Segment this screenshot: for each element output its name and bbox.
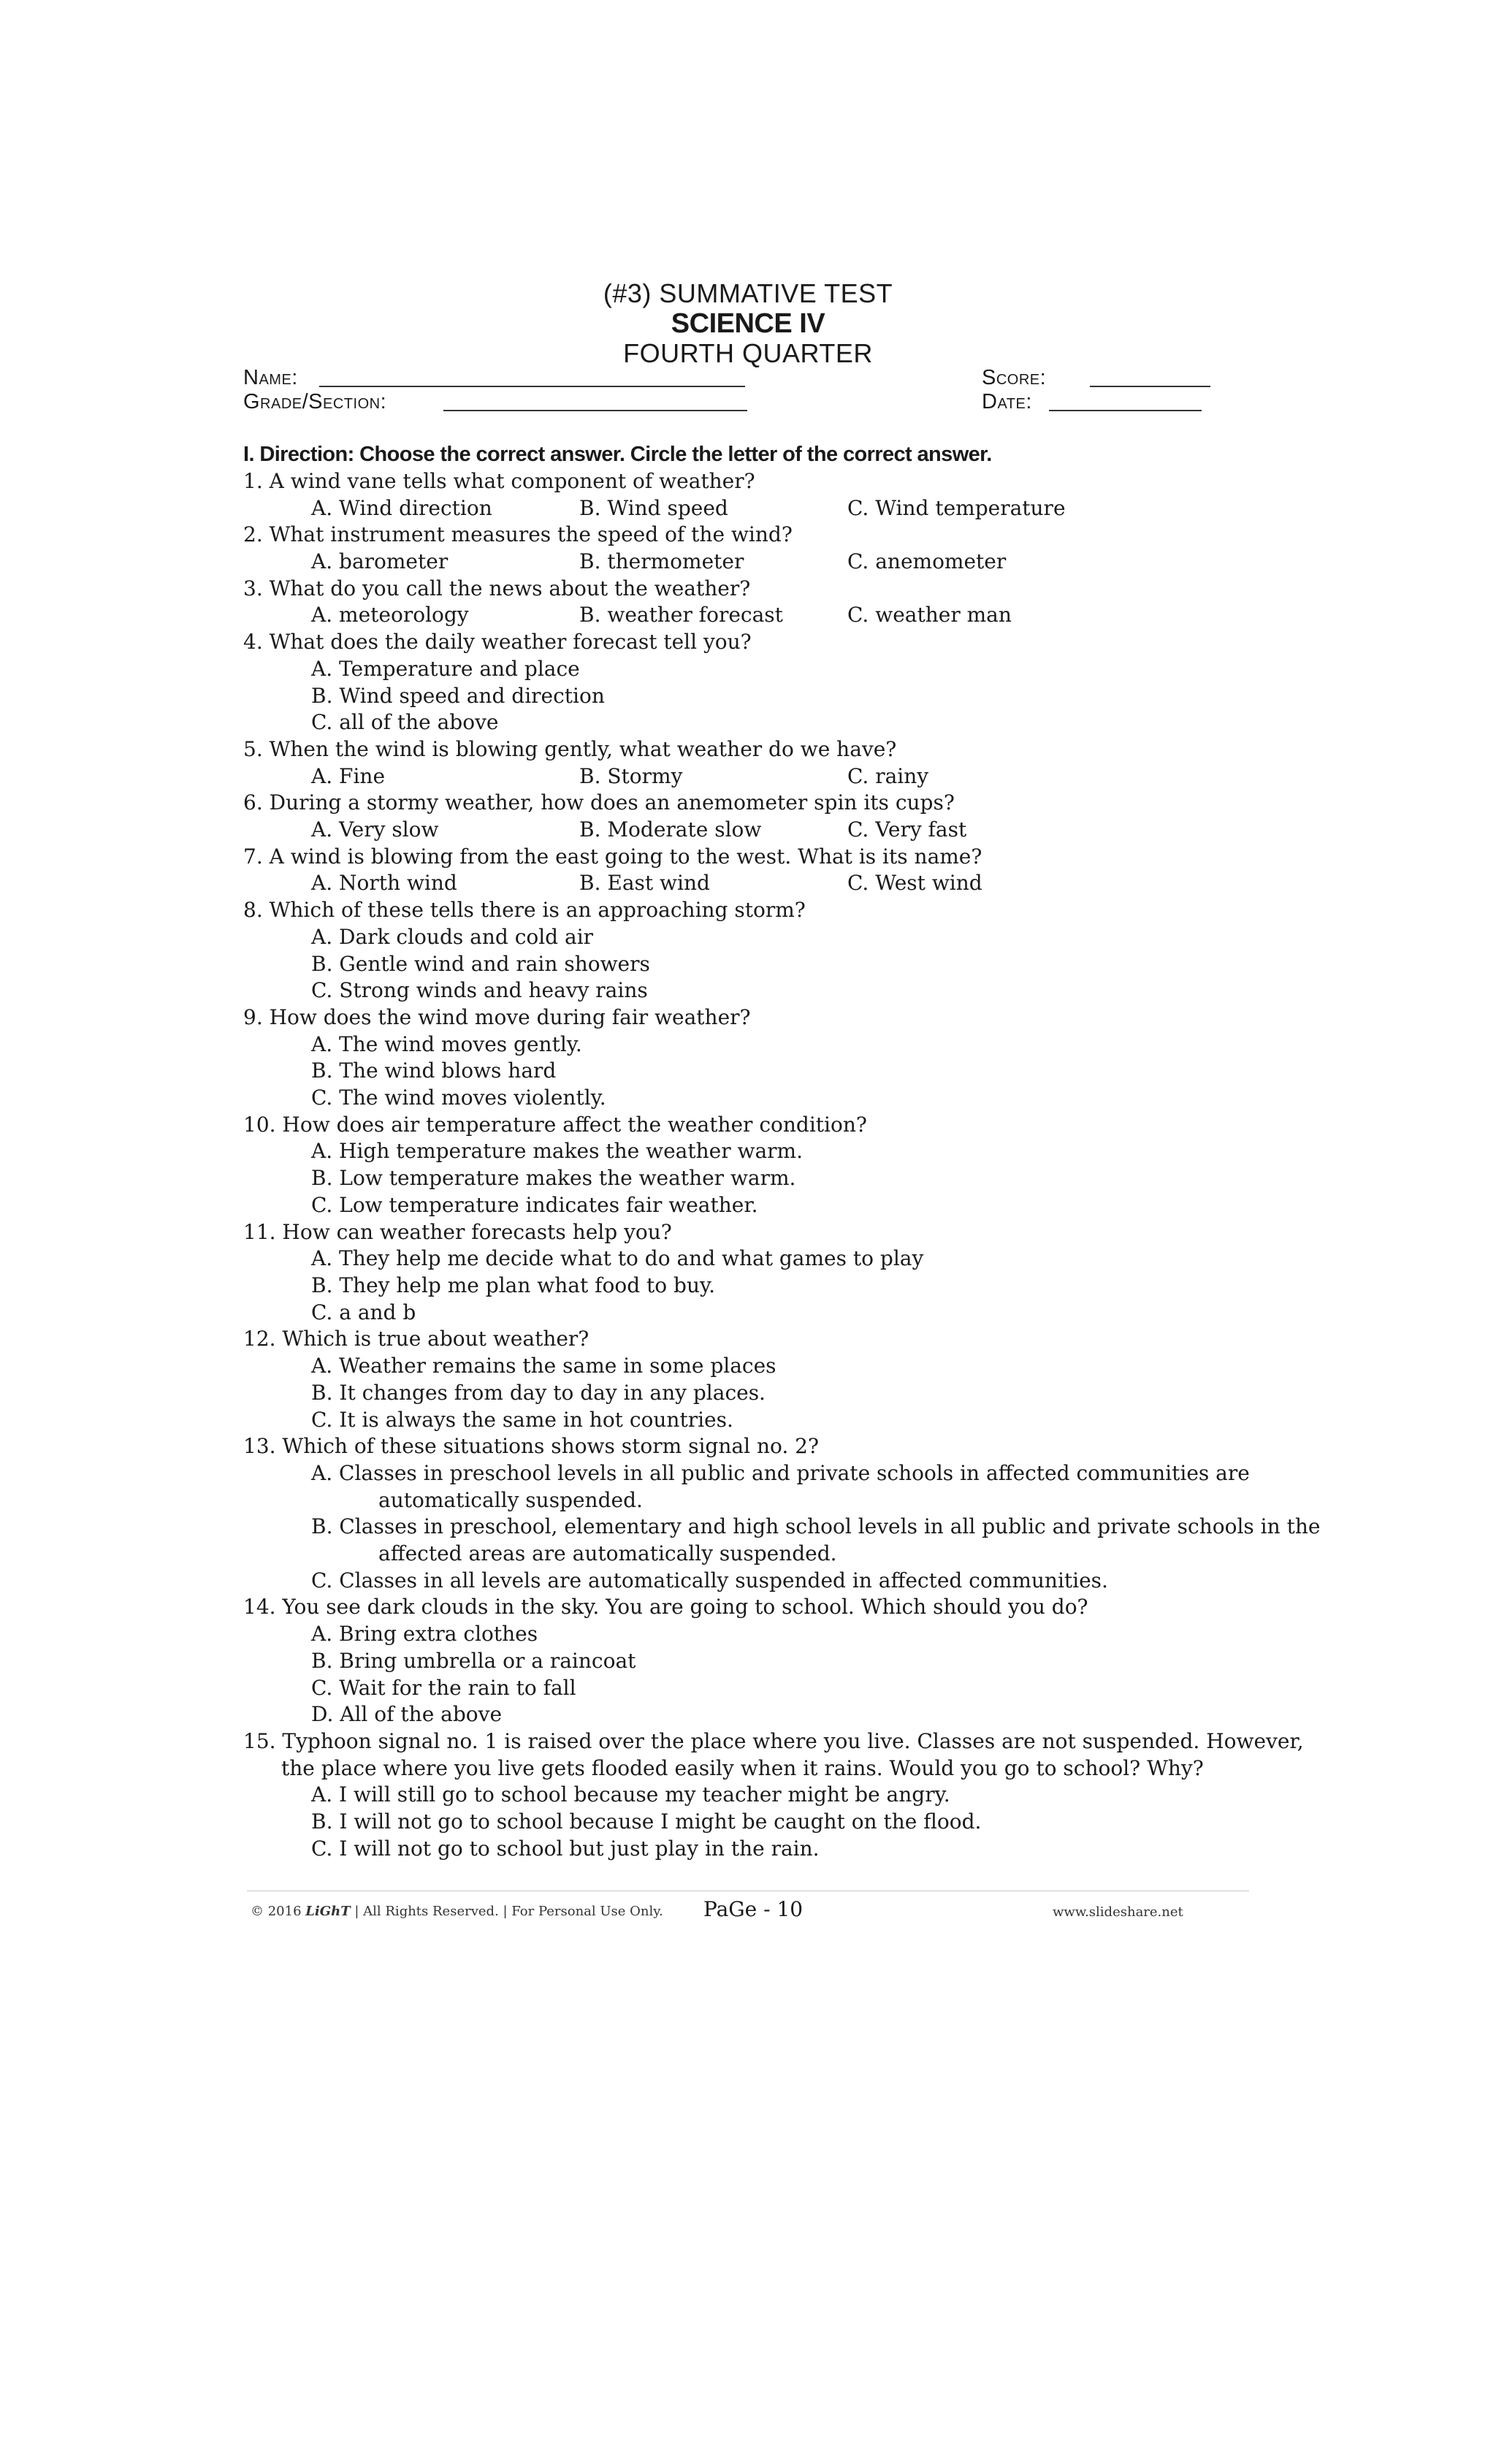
- question-10: 10. How does air temperature affect the weather condition?: [243, 1112, 867, 1137]
- choice-1b[interactable]: B. Wind speed: [579, 495, 728, 520]
- choice-14a[interactable]: A. Bring extra clothes: [311, 1622, 538, 1647]
- choice-8c[interactable]: C. Strong winds and heavy rains: [311, 978, 648, 1003]
- choice-9b[interactable]: B. The wind blows hard: [311, 1059, 557, 1083]
- question-6: 6. During a stormy weather, how does an anemometer spin its cups?: [243, 790, 955, 815]
- rights-text: | All Rights Reserved. | For Personal Use Only.: [354, 1904, 663, 1919]
- choice-15a[interactable]: A. I will still go to school because my teacher might be angry.: [311, 1782, 950, 1807]
- choice-3a[interactable]: A. meteorology: [311, 603, 469, 628]
- question-12: 12. Which is true about weather?: [243, 1327, 589, 1351]
- choice-8a[interactable]: A. Dark clouds and cold air: [311, 924, 594, 949]
- choice-13a[interactable]: A. Classes in preschool levels in all public and private schools in affected communities are: [311, 1460, 1250, 1485]
- choice-4c[interactable]: C. all of the above: [311, 710, 499, 735]
- choice-10a[interactable]: A. High temperature makes the weather warm.: [311, 1139, 804, 1164]
- question-15-continued: the place where you live gets flooded easily when it rains. Would you go to school? Why?: [281, 1755, 1204, 1780]
- choice-11c[interactable]: C. a and b: [311, 1300, 416, 1324]
- question-2: 2. What instrument measures the speed of the wind?: [243, 522, 793, 547]
- question-3: 3. What do you call the news about the weather?: [243, 576, 751, 600]
- choice-10c[interactable]: C. Low temperature indicates fair weather.: [311, 1192, 758, 1217]
- choices-row-5: [243, 763, 1266, 790]
- quarter-title: FOURTH QUARTER: [623, 338, 873, 368]
- choice-10b[interactable]: B. Low temperature makes the weather warm.: [311, 1166, 796, 1191]
- choice-5a[interactable]: A. Fine: [311, 763, 386, 788]
- date-blank[interactable]: [1049, 410, 1202, 411]
- choice-9c[interactable]: C. The wind moves violently.: [311, 1086, 606, 1110]
- choice-1a[interactable]: A. Wind direction: [311, 495, 492, 520]
- date-label: Date:: [982, 390, 1032, 413]
- choice-7c[interactable]: C. West wind: [847, 871, 982, 896]
- choice-2c[interactable]: C. anemometer: [847, 549, 1007, 574]
- question-5: 5. When the wind is blowing gently, what weather do we have?: [243, 736, 897, 761]
- choice-9a[interactable]: A. The wind moves gently.: [311, 1031, 582, 1056]
- choice-14d[interactable]: D. All of the above: [311, 1702, 503, 1727]
- name-blank[interactable]: [319, 386, 745, 387]
- choice-3c[interactable]: C. weather man: [847, 603, 1012, 628]
- footer-site[interactable]: www.slideshare.net: [1053, 1904, 1183, 1920]
- choices-row-7: [243, 870, 1266, 897]
- choice-13b[interactable]: B. Classes in preschool, elementary and high school levels in all public and private schools in the: [311, 1514, 1321, 1539]
- choice-6c[interactable]: C. Very fast: [847, 817, 967, 842]
- subject-title: SCIENCE IV: [671, 308, 825, 339]
- page-number: PaGe - 10: [703, 1897, 804, 1921]
- test-number-title: (#3) SUMMATIVE TEST: [603, 278, 893, 308]
- choice-11a[interactable]: A. They help me decide what to do and what games to play: [311, 1246, 924, 1271]
- choice-4a[interactable]: A. Temperature and place: [311, 656, 580, 681]
- choice-2b[interactable]: B. thermometer: [579, 549, 744, 574]
- question-15: 15. Typhoon signal no. 1 is raised over the place where you live. Classes are not suspended. However,: [243, 1728, 1304, 1753]
- grade-section-blank[interactable]: [443, 410, 747, 411]
- choices-row-1: [243, 495, 1266, 522]
- question-1: 1. A wind vane tells what component of weather?: [243, 469, 755, 493]
- choice-12b[interactable]: B. It changes from day to day in any places.: [311, 1380, 766, 1405]
- question-7: 7. A wind is blowing from the east going to the west. What is its name?: [243, 844, 982, 869]
- choices-row-2: [243, 549, 1266, 576]
- footer-copyright: [251, 1902, 663, 1922]
- choice-15c[interactable]: C. I will not go to school but just play in the rain.: [311, 1836, 820, 1861]
- choice-7a[interactable]: A. North wind: [311, 871, 457, 896]
- grade-section-label: Grade/Section:: [243, 390, 387, 413]
- choices-row-6: [243, 817, 1266, 844]
- choice-12c[interactable]: C. It is always the same in hot countries.: [311, 1407, 733, 1432]
- question-4: 4. What does the daily weather forecast tell you?: [243, 630, 752, 655]
- score-label: Score:: [982, 366, 1047, 389]
- question-9: 9. How does the wind move during fair weather?: [243, 1004, 751, 1029]
- choice-5b[interactable]: B. Stormy: [579, 763, 683, 788]
- choice-12a[interactable]: A. Weather remains the same in some places: [311, 1354, 776, 1378]
- choice-11b[interactable]: B. They help me plan what food to buy.: [311, 1273, 715, 1297]
- name-label: Name:: [243, 366, 298, 389]
- score-blank[interactable]: [1090, 386, 1210, 387]
- choice-8b[interactable]: B. Gentle wind and rain showers: [311, 951, 650, 976]
- question-11: 11. How can weather forecasts help you?: [243, 1219, 672, 1244]
- test-title-block: [0, 279, 1496, 368]
- choice-7b[interactable]: B. East wind: [579, 871, 710, 896]
- choice-2a[interactable]: A. barometer: [311, 549, 449, 574]
- question-list: [243, 468, 1321, 1862]
- copyright-text: © 2016: [251, 1904, 302, 1919]
- choices-row-3: [243, 602, 1266, 629]
- choice-13c[interactable]: C. Classes in all levels are automatically suspended in affected communities.: [311, 1568, 1108, 1593]
- direction-text: I. Direction: Choose the correct answer. Circle the letter of the correct answer.: [243, 443, 992, 466]
- choice-3b[interactable]: B. weather forecast: [579, 603, 783, 628]
- choice-13b-continued[interactable]: affected areas are automatically suspended.: [378, 1541, 837, 1566]
- choice-1c[interactable]: C. Wind temperature: [847, 495, 1066, 520]
- choice-6b[interactable]: B. Moderate slow: [579, 817, 762, 842]
- choice-15b[interactable]: B. I will not go to school because I might be caught on the flood.: [311, 1809, 982, 1834]
- choice-6a[interactable]: A. Very slow: [311, 817, 439, 842]
- question-13: 13. Which of these situations shows storm signal no. 2?: [243, 1434, 819, 1459]
- choice-13a-continued[interactable]: automatically suspended.: [378, 1487, 643, 1512]
- choice-5c[interactable]: C. rainy: [847, 763, 929, 788]
- question-14: 14. You see dark clouds in the sky. You are going to school. Which should you do?: [243, 1595, 1088, 1620]
- choice-14b[interactable]: B. Bring umbrella or a raincoat: [311, 1648, 636, 1673]
- brand-name: LiGhT: [305, 1904, 351, 1919]
- question-8: 8. Which of these tells there is an approaching storm?: [243, 898, 806, 923]
- choice-4b[interactable]: B. Wind speed and direction: [311, 683, 605, 708]
- choice-14c[interactable]: C. Wait for the rain to fall: [311, 1675, 576, 1700]
